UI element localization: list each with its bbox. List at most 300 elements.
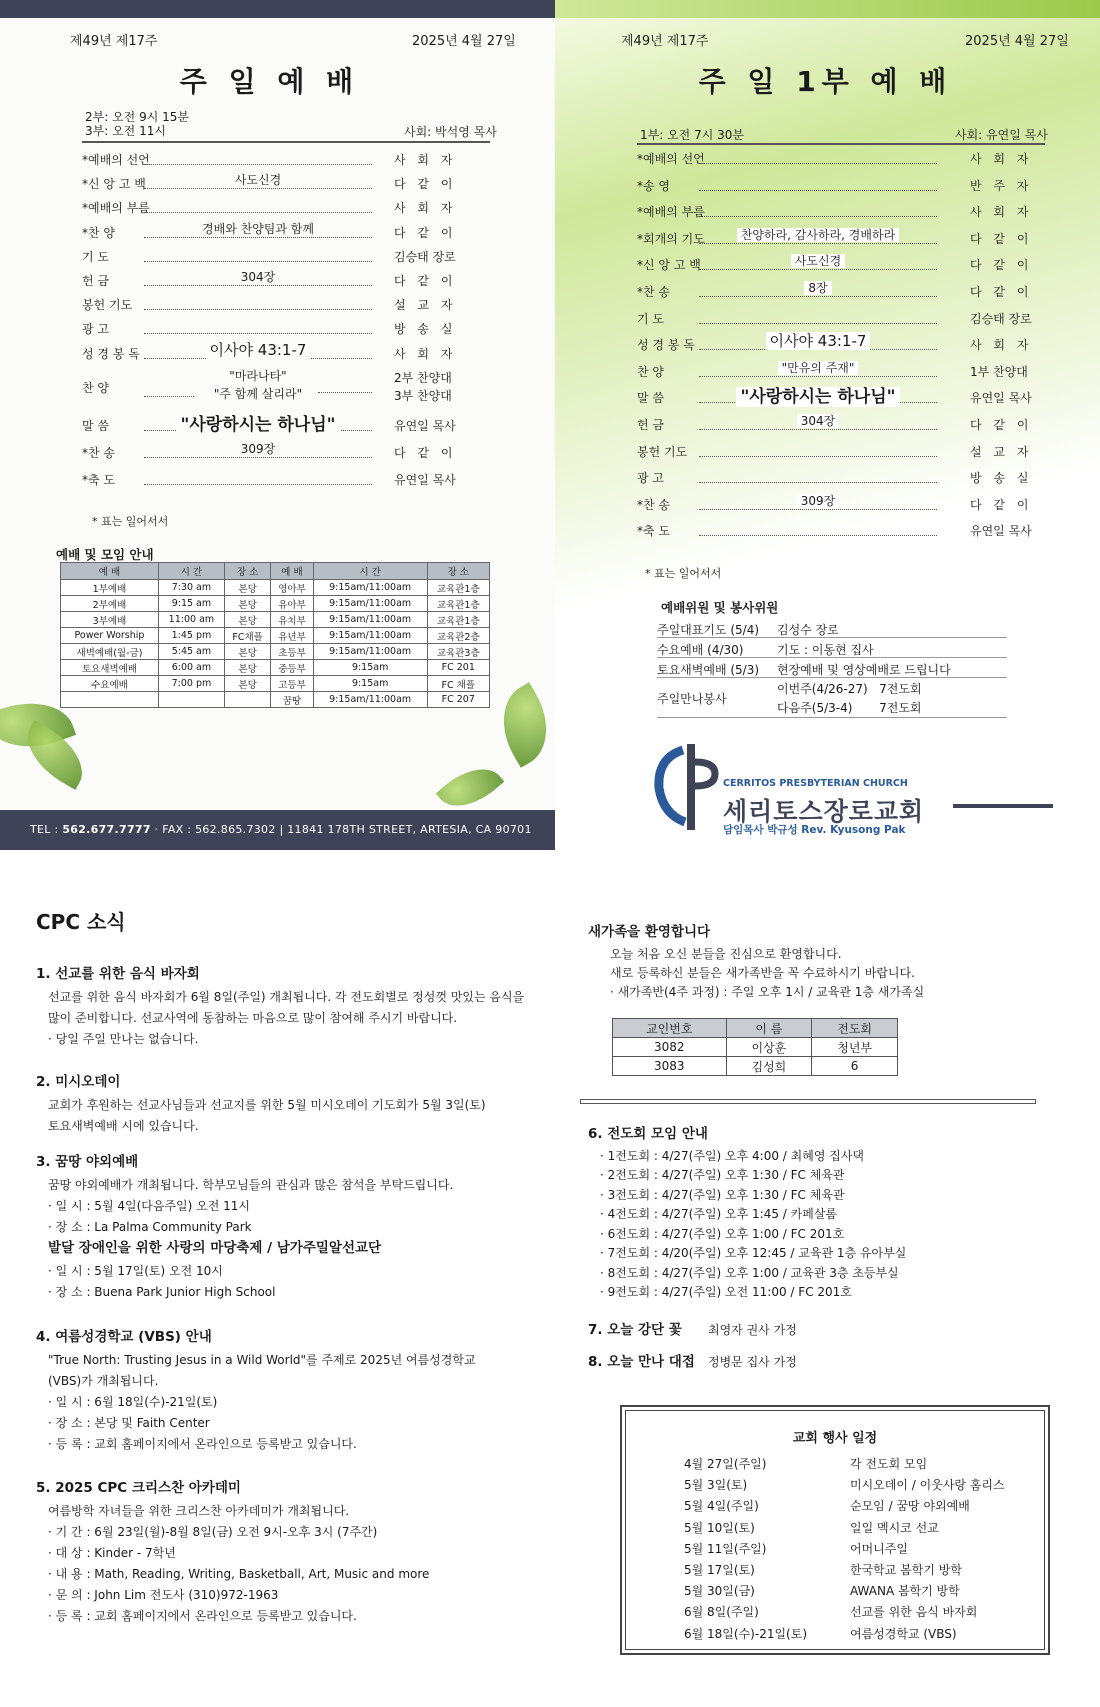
service-time: 1부: 오전 7시 30분 [640,128,744,142]
section-bullet: · 당일 주일 만나는 없습니다. [36,1029,556,1050]
order-item [637,173,1047,195]
newcomer-cell: 6 [812,1057,898,1076]
praise-choir-2: 2부 찬양대 [394,370,452,385]
newcomers-header: 교인번호 [613,1019,727,1038]
newcomers-header: 전도회 [812,1019,898,1038]
order-item [637,492,1047,514]
order-item-person: 사 회 자 [970,205,1033,220]
volunteer-row [657,658,1007,678]
leader-dots [144,294,372,310]
volunteer-list [657,618,1017,718]
order-item-person: 설 교 자 [394,298,457,313]
section-bullet: · 장 소 : La Palma Community Park [36,1217,556,1238]
order-item [637,332,1047,354]
order-item [637,146,1047,168]
newcomer-cell: 3083 [613,1057,727,1076]
logo-rule [953,804,1053,808]
event-date: 5월 11일(주일) [684,1541,767,1556]
order-item-person: 다 같 이 [970,497,1033,512]
order-item-person: 방 송 실 [970,471,1033,486]
schedule-cell: 5:45 am [158,644,224,660]
section-heading: 1. 선교를 위한 음식 바자회 [36,966,200,982]
section-value: 정병문 집사 가정 [708,1355,797,1369]
section-bullet: · 일 시 : 5월 17일(토) 오전 10시 [36,1261,556,1282]
schedule-header: 장 소 [224,563,270,580]
leader-dots [699,467,937,483]
leader-dots [699,308,937,324]
event-date: 5월 3일(토) [684,1478,748,1493]
section-subheading: 발달 장애인을 위한 사랑의 마당축제 / 남가주밀알선교단 [48,1240,382,1256]
order-item-label: *찬 송 [637,285,670,299]
section-text: 새로 등록하신 분들은 새가족반을 꼭 수료하시기 바랍니다. [610,966,915,980]
bulletin-date: 2025년 4월 27일 [965,34,1069,49]
order-item [637,226,1047,248]
schedule-row [61,596,490,612]
welcome-section [588,922,1058,1002]
order-item-person: 유연일 목사 [394,418,456,433]
news-section-3 [36,1152,556,1303]
newcomer-row [613,1057,898,1076]
fellowship-this-week: 이번주(4/26-27) 7전도회 [777,682,922,696]
newcomers-table [612,1018,898,1076]
order-item-person: 1부 찬양대 [970,364,1028,379]
schedule-cell: 중등부 [271,660,314,676]
order-item-label: *송 영 [637,178,670,193]
order-item-person: 다 같 이 [394,445,457,460]
leader-dots [144,197,372,213]
schedule-cell: 영아부 [271,580,314,596]
order-of-worship [637,146,1047,566]
section-bullet: · 일 시 : 5월 4일(다음주일) 오전 11시 [36,1196,556,1217]
event-date: 5월 30일(금) [684,1584,755,1599]
schedule-cell: 꿈땅 [271,692,314,708]
event-date: 6월 8일(주일) [684,1605,759,1620]
schedule-cell: 본당 [224,644,270,660]
order-item [82,244,492,266]
order-item-detail-text: 경배와 찬양팀과 함께 [198,222,318,236]
order-item-detail-text: 사도신경 [791,254,845,268]
schedule-cell: 9:15am/11:00am [313,612,427,628]
schedule-cell: 유아부 [271,596,314,612]
section-heading: 8. 오늘 만나 대접 [588,1354,695,1370]
section-bullet: · 3전도회 : 4/27(주일) 오후 1:30 / FC 체육관 [588,1186,1058,1206]
order-item [82,292,492,314]
leader-dots [144,149,372,165]
volunteer-name: 김성수 장로 [777,623,839,637]
schedule-cell: 본당 [224,660,270,676]
bulletin-date: 2025년 4월 27일 [412,34,516,49]
order-item-label: *찬 송 [637,497,670,512]
schedule-cell: Power Worship [61,628,159,644]
section-text: 여름방학 자녀들을 위한 크리스찬 아카데미가 개최됩니다. [48,1504,350,1518]
schedule-cell: 9:15am [313,676,427,692]
order-item-person: 다 같 이 [394,225,457,240]
volunteer-row [657,638,1007,658]
newcomer-cell: 김성희 [726,1057,812,1076]
schedule-cell: 본당 [224,596,270,612]
event-row [684,1603,1024,1623]
schedule-title: 예배 및 모임 안내 [56,547,154,562]
newcomer-row [613,1038,898,1057]
section-bullet: · 7전도회 : 4/20(주일) 오후 12:45 / 교육관 1층 유아부실 [588,1244,1058,1264]
section-text: 꿈땅 야외예배가 개최됩니다. 학부모님들의 관심과 많은 참석을 부탁드립니다. [48,1178,454,1192]
news-section-6 [588,1125,1058,1303]
issue-number: 제49년 제17주 [70,34,158,49]
schedule-cell: 9:15am/11:00am [313,596,427,612]
issue-number: 제49년 제17주 [621,34,709,49]
section-divider [580,1099,1036,1104]
schedule-cell: 7:00 pm [158,676,224,692]
order-item-detail [699,412,937,429]
leader-dots [144,318,372,334]
order-item [637,199,1047,221]
schedule-cell: 새벽예배(월-금) [61,644,159,660]
order-item-label: 말 씀 [637,391,664,406]
schedule-row [61,628,490,644]
newcomer-cell: 청년부 [812,1038,898,1057]
order-item [637,252,1047,274]
order-item-detail-text: 이사야 43:1-7 [766,332,871,350]
event-date: 5월 4일(주일) [684,1499,759,1514]
order-item-detail-text: 사도신경 [231,173,285,187]
order-item-detail [144,171,372,188]
section-bullet: · 일 시 : 6월 18일(수)-21일(토) [36,1392,556,1413]
order-item-detail-text: 309장 [797,494,840,508]
order-item-label: *축 도 [82,472,115,487]
events-title: 교회 행사 일정 [792,1431,878,1446]
order-item-detail-text: 304장 [797,414,840,428]
order-item-detail [144,410,372,435]
section-text: 많이 준비합니다. 선교사역에 동참하는 마음으로 많이 참여해 주시기 바랍니다. [48,1011,458,1025]
section-heading: 2. 미시오데이 [36,1074,121,1090]
order-item-detail-text: "사랑하시는 하나님" [736,387,899,407]
order-item-label: *신 앙 고 백 [82,177,146,192]
order-item-label: 광 고 [82,322,109,337]
event-row [684,1625,1024,1645]
event-row [684,1476,1024,1496]
order-item-person: 유연일 목사 [394,472,456,487]
schedule-row [61,644,490,660]
service-times [85,110,189,138]
schedule-cell: 1부예배 [61,580,159,596]
order-item-person: 다 같 이 [970,258,1033,273]
schedule-cell: 본당 [224,676,270,692]
church-events-box [620,1405,1050,1655]
order-item-detail-text: 찬양하라, 감사하라, 경배하라 [737,228,899,242]
event-date: 6월 18일(수)-21일(토) [684,1626,808,1641]
section-heading: 새가족을 환영합니다 [588,924,711,940]
order-item-person: 반 주 자 [970,178,1033,193]
order-item-label: *찬 송 [82,445,115,460]
schedule-table [60,562,490,708]
newcomer-cell: 이상훈 [726,1038,812,1057]
volunteer-role: 주일대표기도 (5/4) [657,623,760,637]
event-name: 순모임 / 꿈땅 야외예배 [850,1499,970,1514]
volunteer-name: 기도 : 이동현 집사 [777,643,874,657]
order-item-detail [699,492,937,509]
senior-pastor: 담임목사 박규성 Rev. Kyusong Pak [723,824,906,836]
section-heading: 6. 전도회 모임 안내 [588,1126,708,1142]
volunteer-title: 예배위원 및 봉사위원 [661,600,779,615]
section-heading: 5. 2025 CPC 크리스찬 아카데미 [36,1480,241,1496]
schedule-cell: 교육관1층 [427,612,489,628]
fellowship-next-week: 다음주(5/3-4) 7전도회 [777,701,922,715]
order-item-person: 사 회 자 [970,152,1033,166]
order-item-person: 다 같 이 [394,274,457,288]
schedule-row [61,676,490,692]
section-bullet: · 장 소 : Buena Park Junior High School [36,1282,556,1303]
order-item-detail [699,359,937,376]
order-item-label: 성 경 봉 독 [637,338,695,353]
newcomers-header: 이 름 [726,1019,812,1038]
order-item-person: 김승태 장로 [970,311,1032,326]
section-bullet: · 9전도회 : 4/27(주일) 오전 11:00 / FC 201호 [588,1283,1058,1303]
order-item-detail-text: "만유의 주재" [778,361,859,375]
order-item-detail [699,279,937,296]
section-bullet: · 2전도회 : 4/27(주일) 오후 1:30 / FC 체육관 [588,1166,1058,1186]
page-title: 주 일 1부 예 배 [698,65,953,98]
volunteer-name: 현장예배 및 영상예배로 드립니다 [777,663,951,677]
order-item-label: *신 앙 고 백 [637,258,701,273]
event-row [684,1455,1024,1475]
order-item-person: 사 회 자 [970,338,1033,353]
schedule-cell: 9:15am/11:00am [313,692,427,708]
schedule-cell: 본당 [224,612,270,628]
order-item [637,465,1047,487]
schedule-cell: 7:30 am [158,580,224,596]
order-item [82,440,492,462]
order-item-label: 헌 금 [82,274,109,288]
leaf-decoration [486,682,555,768]
section-text: 교회가 후원하는 선교사님들과 선교지를 위한 5월 미시오데이 기도회가 5월 3일(토) [48,1098,486,1112]
order-item-person: 사 회 자 [394,201,457,216]
event-date: 4월 27일(주일) [684,1457,767,1471]
schedule-cell: 9:15am/11:00am [313,644,427,660]
order-item-detail [144,268,372,285]
order-item-label: *찬 양 [82,225,115,240]
events-list [684,1455,1024,1655]
order-item [637,518,1047,540]
order-item-label: *축 도 [637,524,670,539]
order-item-label: 봉헌 기도 [82,298,133,313]
order-of-worship [82,147,492,507]
schedule-row [61,580,490,596]
order-item-praise [82,367,492,409]
order-item-person: 다 같 이 [970,418,1033,432]
order-item-detail [699,252,937,269]
order-item-person: 설 교 자 [970,444,1033,459]
event-row [684,1561,1024,1581]
order-item-detail [699,226,937,243]
schedule-cell: 3부예배 [61,612,159,628]
tel-number: 562.677.7777 [62,823,151,836]
section-text: 선교를 위한 음식 바자회가 6월 8일(주일) 개최됩니다. 각 전도회별로 정성껏 맛있는 음식을 [48,990,525,1004]
section-bullet: · 문 의 : John Lim 전도사 (310)972-1963 [36,1585,556,1606]
order-item-detail-text: 309장 [237,442,280,456]
order-item-label: *예배의 선언 [82,153,150,167]
section-bullet: · 내 용 : Math, Reading, Writing, Basketball, Art, Music and more [36,1564,556,1585]
order-item [637,385,1047,407]
schedule-cell: FC 채플 [427,676,489,692]
service-time-3: 3부: 오전 11시 [85,124,166,138]
schedule-cell: FC채플 [224,628,270,644]
order-item-label: 성 경 봉 독 [82,346,140,361]
section-bullet: · 6전도회 : 4/27(주일) 오후 1:00 / FC 201호 [588,1225,1058,1245]
news-section-8 [588,1352,1058,1375]
order-item-label: *예배의 선언 [637,152,705,166]
fellowship-label: 주일만나봉사 [657,692,727,706]
event-row [684,1519,1024,1539]
news-section-2 [36,1072,556,1137]
order-item-detail [699,382,937,407]
order-item-person: 다 같 이 [970,231,1033,246]
schedule-cell: 유치부 [271,612,314,628]
event-name: 일일 멕시코 선교 [850,1520,939,1535]
newcomer-cell: 3082 [613,1038,727,1057]
page-title: 주 일 예 배 [179,65,360,98]
leader-dots [144,246,372,262]
church-logo [653,742,1053,836]
schedule-cell: 교육관3층 [427,644,489,660]
event-name: 각 전도회 모임 [850,1457,928,1471]
schedule-cell: 초등부 [271,644,314,660]
schedule-cell: 토요새벽예배 [61,660,159,676]
schedule-header: 시 간 [313,563,427,580]
section-text: 토요새벽예배 시에 있습니다. [48,1119,199,1133]
service-time-2: 2부: 오전 9시 15분 [85,110,189,124]
order-item [637,306,1047,328]
event-date: 5월 10일(토) [684,1520,755,1535]
left-bulletin-panel [0,0,555,850]
top-band [555,0,1100,18]
order-item-label: 찬 양 [637,364,664,379]
order-item-label: 봉헌 기도 [637,444,688,459]
section-heading: 7. 오늘 강단 꽃 [588,1322,682,1338]
section-value: 최영자 권사 가정 [708,1323,797,1337]
order-item [82,316,492,338]
order-item [637,439,1047,461]
order-item-detail-text: "사랑하시는 하나님" [176,415,339,435]
order-item-person: 사 회 자 [394,153,457,167]
section-heading: 4. 여름성경학교 (VBS) 안내 [36,1329,212,1345]
schedule-header: 예 배 [271,563,314,580]
order-item-person: 방 송 실 [394,322,457,337]
order-item-detail-text: 304장 [237,270,280,284]
event-name: 여름성경학교 (VBS) [850,1626,957,1641]
schedule-cell: 본당 [224,580,270,596]
leader-dots [699,441,937,457]
order-item-person: 다 같 이 [970,285,1033,299]
schedule-cell: 11:00 am [158,612,224,628]
volunteer-role: 토요새벽예배 (5/3) [657,663,760,677]
order-item-detail [144,220,372,237]
schedule-cell: 9:15am/11:00am [313,580,427,596]
news-section-1 [36,964,556,1050]
church-name-ko: 세리토스장로교회 [723,797,925,826]
event-date: 5월 17일(토) [684,1563,755,1577]
news-title: CPC 소식 [36,910,126,934]
order-item [82,195,492,217]
order-item-detail [144,440,372,457]
schedule-cell: 교육관1층 [427,596,489,612]
section-bullet: · 8전도회 : 4/27(주일) 오후 1:00 / 교육관 3층 초등부실 [588,1264,1058,1284]
order-item-label: 기 도 [82,249,109,264]
news-section-4 [36,1327,556,1455]
contact-footer [0,810,555,850]
order-item-label: *예배의 부름 [82,201,150,216]
schedule-cell [158,692,224,708]
section-bullet: · 장 소 : 본당 및 Faith Center [36,1413,556,1434]
schedule-cell: FC 207 [427,692,489,708]
section-bullet: · 등 록 : 교회 홈페이지에서 온라인으로 등록받고 있습니다. [36,1606,556,1627]
order-item-detail [699,330,937,351]
section-text: "True North: Trusting Jesus in a Wild World"를 주제로 2025년 여름성경학교 [48,1353,476,1367]
volunteer-role: 수요예배 (4/30) [657,643,744,657]
section-heading: 3. 꿈땅 야외예배 [36,1154,139,1170]
top-band [0,0,555,18]
standing-note: * 표는 일어서서 [645,567,722,580]
standing-note: * 표는 일어서서 [92,515,169,528]
order-item-person: 유연일 목사 [970,391,1032,406]
event-row [684,1582,1024,1602]
section-bullet: · 기 간 : 6월 23일(월)-8월 8일(금) 오전 9시-오후 3시 (7주간) [36,1522,556,1543]
divider [637,143,1045,145]
church-name-en: CERRITOS PRESBYTERIAN CHURCH [723,778,908,789]
order-item [82,341,492,363]
schedule-cell: 9:15am/11:00am [313,628,427,644]
leader-dots [699,201,937,217]
section-bullet: · 대 상 : Kinder - 7학년 [36,1543,556,1564]
section-bullet: · 등 록 : 교회 홈페이지에서 온라인으로 등록받고 있습니다. [36,1434,556,1455]
volunteer-row [657,618,1007,638]
right-bulletin-panel [555,0,1100,850]
schedule-header: 장 소 [427,563,489,580]
leader-dots [699,175,937,191]
praise-choir-3: 3부 찬양대 [394,388,452,403]
fax-address: · FAX : 562.865.7302 | 11841 178TH STREET, ARTESIA, CA 90701 [150,823,532,836]
order-item [82,171,492,193]
section-text: 오늘 처음 오신 분들을 진심으로 환영합니다. [610,947,842,961]
order-item [637,279,1047,301]
schedule-row [61,612,490,628]
schedule-cell: 9:15 am [158,596,224,612]
section-bullet: · 1전도회 : 4/27(주일) 오후 4:00 / 최혜영 집사댁 [588,1147,1058,1167]
service-leader: 사회: 박석영 목사 [404,125,497,139]
order-item-person: 김승태 장로 [394,249,456,264]
leader-dots [144,469,372,485]
event-name: 선교를 위한 음식 바자회 [850,1605,978,1620]
news-section-7 [588,1320,1058,1343]
schedule-cell: 유년부 [271,628,314,644]
divider [82,141,490,143]
leader-dots [699,520,937,536]
order-item-label: *회개의 기도 [637,231,705,246]
order-item-label: 기 도 [637,311,664,326]
news-section-5 [36,1478,556,1627]
order-item-person: 사 회 자 [394,346,457,361]
event-row [684,1540,1024,1560]
schedule-cell: 1:45 pm [158,628,224,644]
order-item-label: 헌 금 [637,418,664,432]
tel-label: TEL : [30,823,63,836]
fellowship-row [657,678,1007,718]
schedule-row [61,660,490,676]
order-item-person: 다 같 이 [394,177,457,192]
order-item-detail-text: 8장 [804,281,831,295]
schedule-cell [224,692,270,708]
event-name: 미시오데이 / 이웃사랑 홈리스 [850,1478,1005,1493]
schedule-header: 시 간 [158,563,224,580]
